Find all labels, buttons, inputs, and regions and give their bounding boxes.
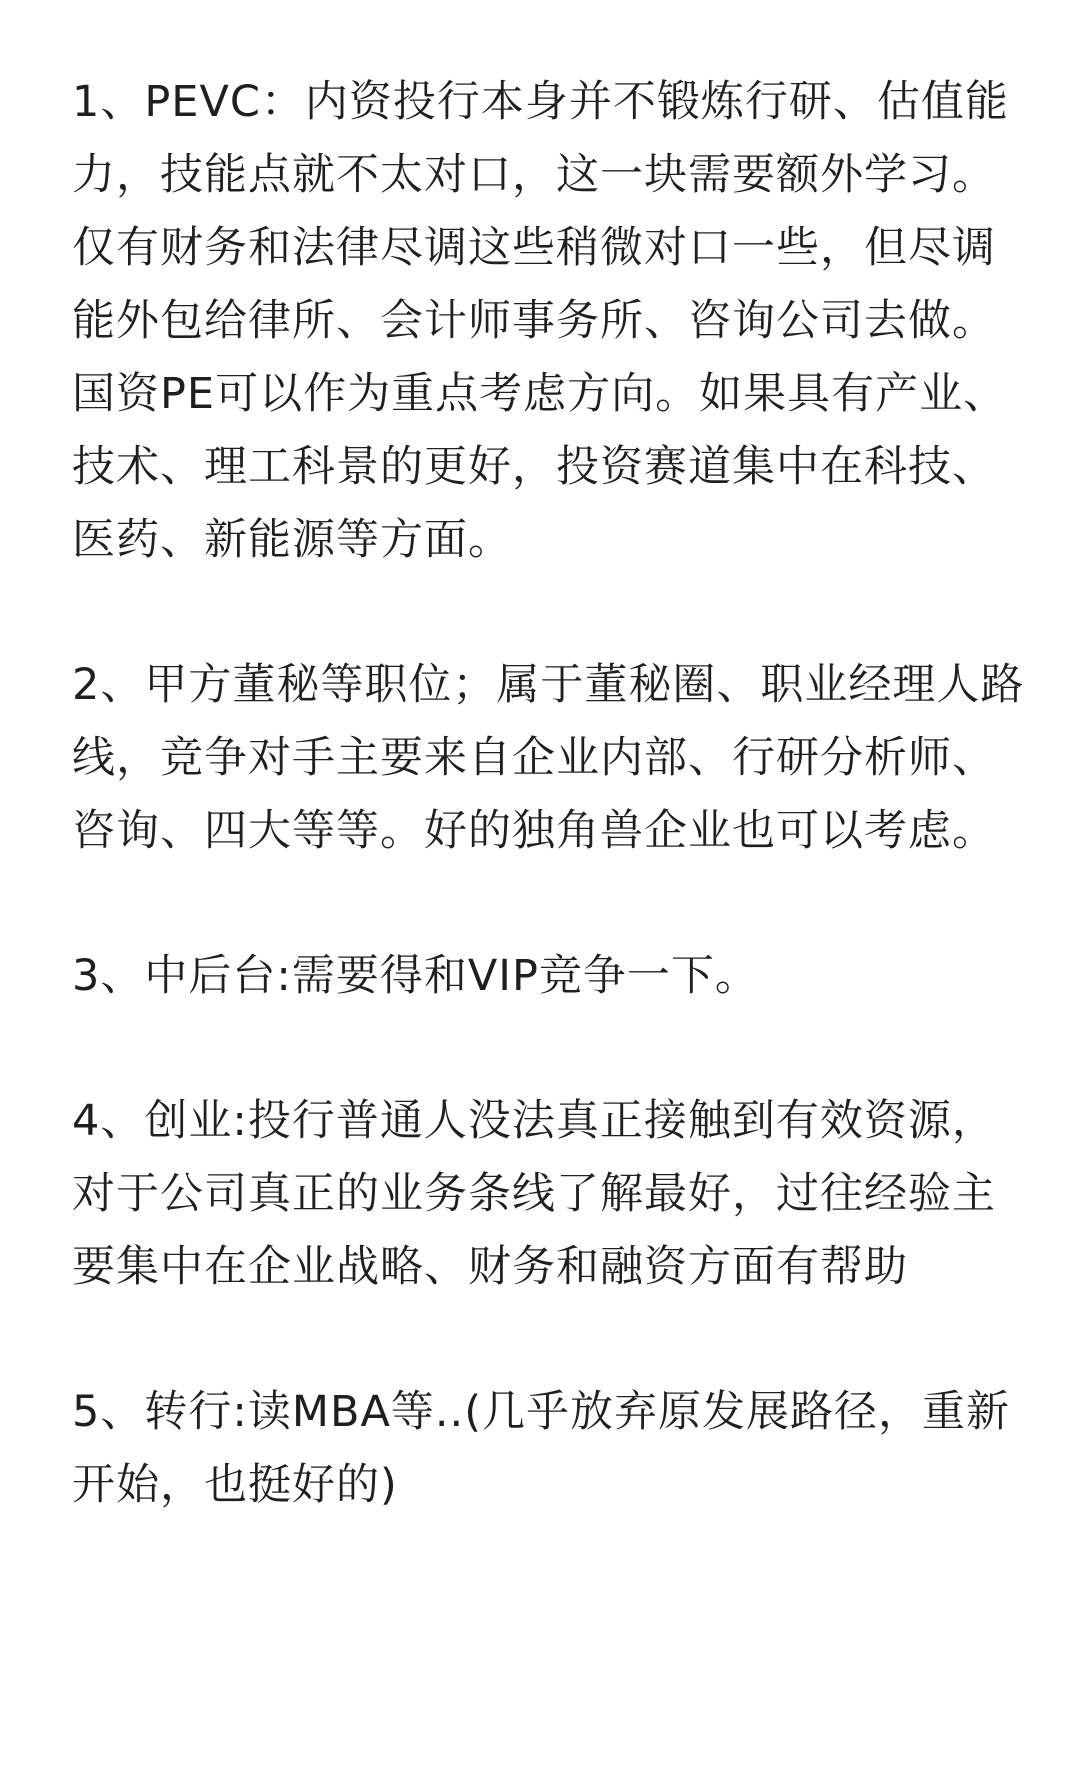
- paragraph-entrepreneurship: 4、创业:投行普通人没法真正接触到有效资源，对于公司真正的业务条线了解最好，过往经验主要集中在企业战略、财务和融资方面有帮助: [72, 1096, 996, 1292]
- paragraph-board-secretary: 2、甲方董秘等职位；属于董秘圈、职业经理人路线，竞争对手主要来自企业内部、行研分析师、咨询、四大等等。好的独角兽企业也可以考虑。: [72, 660, 1025, 856]
- paragraph-middle-back-office: 3、中后台:需要得和VIP竞争一下。: [72, 951, 759, 1001]
- paragraph-pevc: 1、PEVC：内资投行本身并不锻炼行研、估值能力，技能点就不太对口，这一块需要额外学习。仅有财务和法律尽调这些稍微对口一些，但尽调能外包给律所、会计师事务所、咨询公司去做。国资PE可以作为重点考虑方向。如果具有产业、技术、理工科景的更好，投资赛道集中在科技、医药、新能源等方面。: [72, 77, 1009, 565]
- paragraph-career-change: 5、转行:读MBA等..(几乎放弃原发展路径，重新开始，也挺好的): [72, 1387, 1010, 1510]
